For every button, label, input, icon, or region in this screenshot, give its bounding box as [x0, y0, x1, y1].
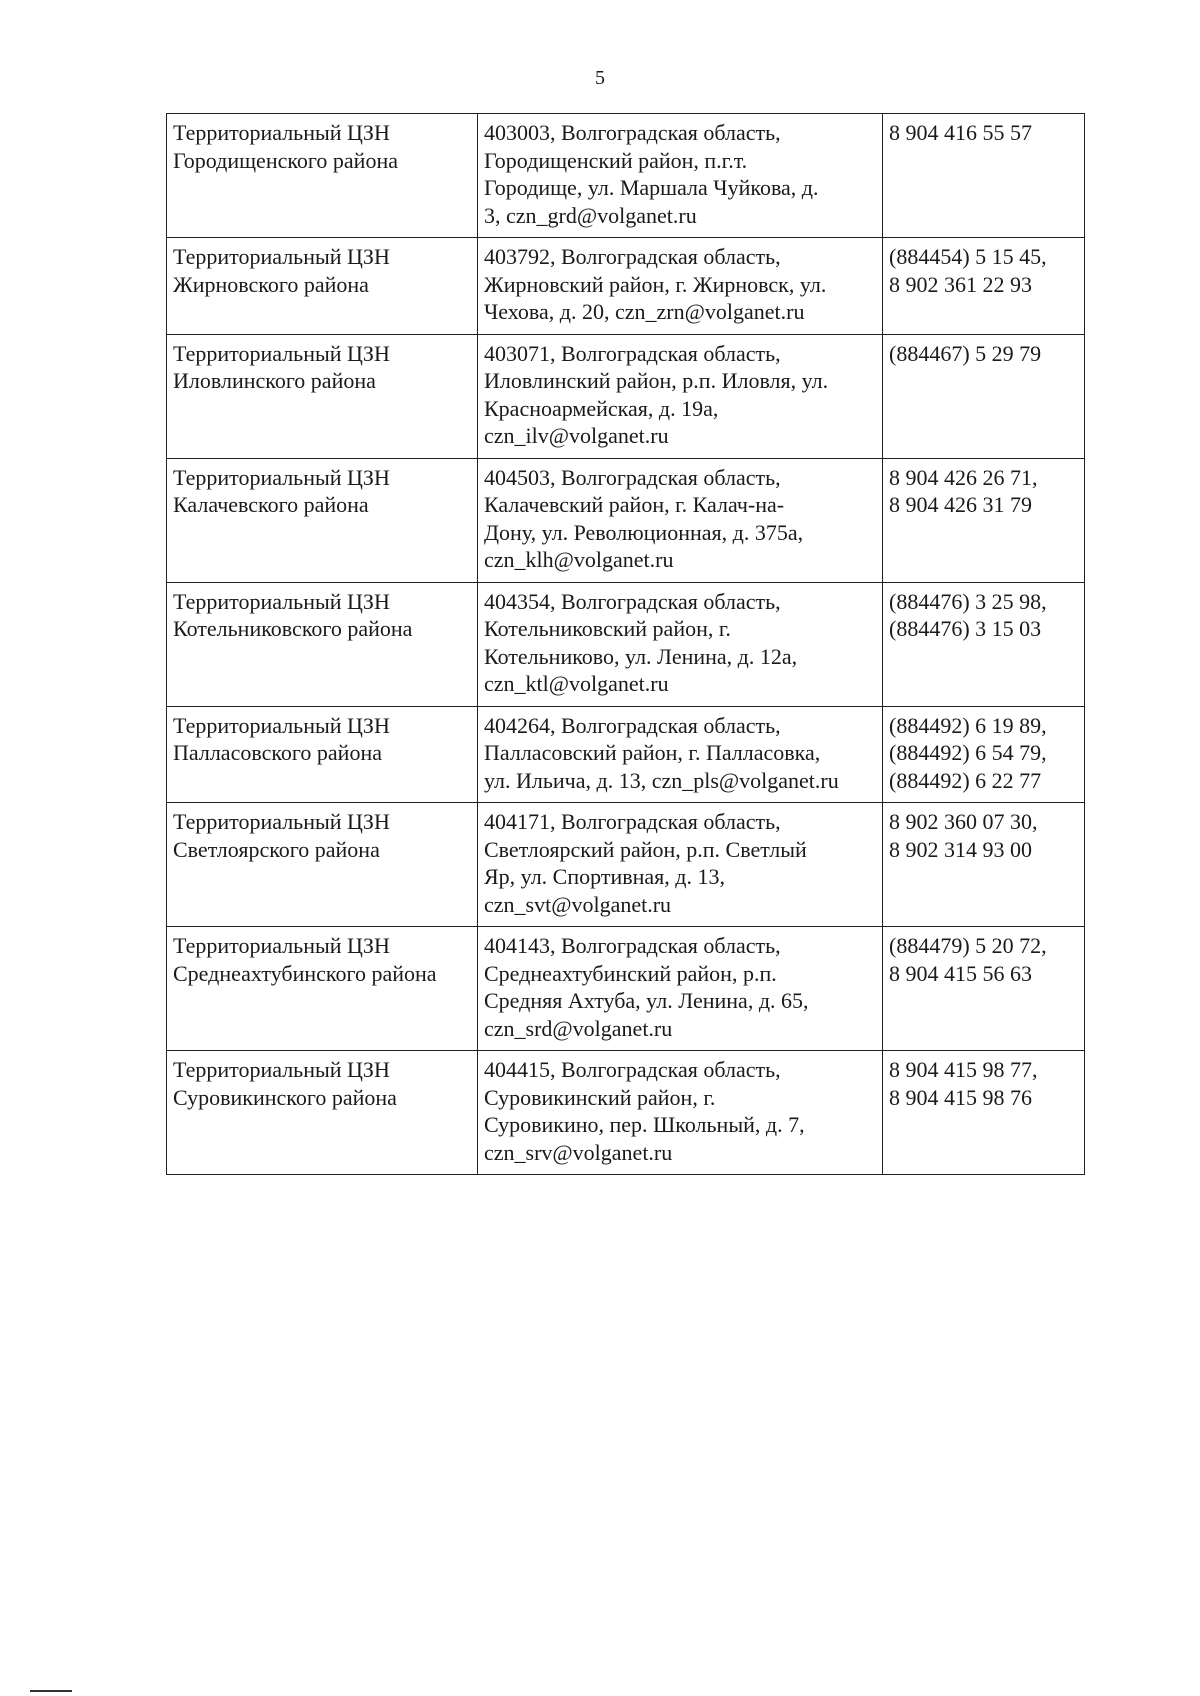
center-name-line: Территориальный ЦЗН [173, 933, 390, 958]
center-name-line: Территориальный ЦЗН [173, 1057, 390, 1082]
phone-line: 8 904 416 55 57 [889, 120, 1032, 145]
address-line: Светлоярский район, р.п. Светлый [484, 836, 807, 862]
center-name-line: Территориальный ЦЗН [173, 340, 390, 366]
phone-cell [883, 114, 1085, 238]
address-cell [478, 927, 883, 1051]
phone-line: 8 902 360 07 30, [889, 809, 1038, 834]
center-name-line: Котельниковского района [173, 616, 413, 641]
phone-cell [883, 706, 1085, 803]
center-name-cell [167, 334, 478, 458]
address-line: Иловлинский район, р.п. Иловля, ул. [484, 368, 829, 393]
center-name-line: Территориальный ЦЗН [173, 120, 390, 145]
address-cell [478, 238, 883, 335]
address-line: Суровикино, пер. Школьный, д. 7, [484, 1112, 805, 1137]
address-line: czn_ktl@volganet.ru [484, 671, 669, 696]
address-cell [478, 458, 883, 582]
center-name-line: Светлоярского района [173, 836, 380, 862]
address-line: Суровикинский район, г. [484, 1084, 716, 1110]
address-line: 3, czn_grd@volganet.ru [484, 202, 697, 228]
address-line: Котельниково, ул. Ленина, д. 12а, [484, 643, 798, 669]
address-cell [478, 706, 883, 803]
center-name-cell [167, 114, 478, 238]
address-cell [478, 1051, 883, 1175]
table-row [167, 1051, 1085, 1175]
address-cell [478, 582, 883, 706]
address-line: czn_klh@volganet.ru [484, 547, 674, 572]
address-line: 404415, Волгоградская область, [484, 1057, 781, 1082]
phone-cell [883, 334, 1085, 458]
footer-mark [30, 1690, 72, 1692]
phone-line: (884454) 5 15 45, [889, 244, 1047, 269]
address-line: 404264, Волгоградская область, [484, 712, 781, 738]
address-line: Дону, ул. Революционная, д. 375а, [484, 519, 804, 545]
address-line: czn_svt@volganet.ru [484, 891, 672, 917]
table-row [167, 238, 1085, 335]
center-name-line: Территориальный ЦЗН [173, 588, 390, 614]
address-line: 403003, Волгоградская область, [484, 120, 781, 145]
address-line: Среднеахтубинский район, р.п. [484, 960, 777, 986]
phone-line: (884476) 3 15 03 [889, 616, 1042, 641]
phone-cell [883, 803, 1085, 927]
table-body [167, 114, 1085, 1175]
phone-cell [883, 927, 1085, 1051]
address-line: Палласовский район, г. Палласовка, [484, 740, 821, 765]
phone-line: (884492) 6 19 89, [889, 712, 1047, 738]
center-name-line: Суровикинского района [173, 1084, 397, 1110]
center-name-cell [167, 238, 478, 335]
center-name-line: Территориальный ЦЗН [173, 712, 390, 738]
phone-line: (884467) 5 29 79 [889, 340, 1042, 366]
phone-line: (884492) 6 22 77 [889, 767, 1042, 793]
table-row [167, 458, 1085, 582]
center-name-line: Палласовского района [173, 740, 382, 765]
phone-line: 8 902 314 93 00 [889, 836, 1032, 862]
address-line: Красноармейская, д. 19а, [484, 395, 719, 421]
center-name-cell [167, 706, 478, 803]
address-line: 404503, Волгоградская область, [484, 464, 781, 490]
table-row [167, 927, 1085, 1051]
address-line: Городище, ул. Маршала Чуйкова, д. [484, 175, 819, 200]
table-row [167, 706, 1085, 803]
phone-cell [883, 458, 1085, 582]
table-row [167, 582, 1085, 706]
address-line: Средняя Ахтуба, ул. Ленина, д. 65, [484, 988, 809, 1013]
address-line: 403071, Волгоградская область, [484, 340, 781, 366]
phone-line: 8 904 426 31 79 [889, 492, 1032, 517]
center-name-line: Территориальный ЦЗН [173, 464, 390, 490]
phone-cell [883, 582, 1085, 706]
phone-line: 8 904 415 98 77, [889, 1057, 1038, 1082]
center-name-cell [167, 803, 478, 927]
address-line: Калачевский район, г. Калач-на- [484, 492, 785, 517]
phone-line: 8 904 426 26 71, [889, 464, 1038, 490]
address-line: Жирновский район, г. Жирновск, ул. [484, 271, 827, 297]
center-name-cell [167, 458, 478, 582]
page-number: 5 [595, 67, 605, 89]
table-row [167, 334, 1085, 458]
phone-line: 8 904 415 56 63 [889, 960, 1032, 986]
center-name-line: Территориальный ЦЗН [173, 809, 390, 834]
address-line: Чехова, д. 20, czn_zrn@volganet.ru [484, 299, 805, 324]
address-line: ул. Ильича, д. 13, czn_pls@volganet.ru [484, 767, 839, 793]
phone-line: (884479) 5 20 72, [889, 933, 1047, 958]
center-name-line: Иловлинского района [173, 368, 376, 393]
center-name-line: Калачевского района [173, 492, 369, 517]
address-line: Яр, ул. Спортивная, д. 13, [484, 864, 725, 889]
phone-line: 8 904 415 98 76 [889, 1084, 1032, 1110]
center-name-line: Территориальный ЦЗН [173, 244, 390, 269]
center-name-cell [167, 927, 478, 1051]
address-cell [478, 114, 883, 238]
phone-line: (884476) 3 25 98, [889, 588, 1047, 614]
phone-line: 8 902 361 22 93 [889, 271, 1032, 297]
center-name-line: Среднеахтубинского района [173, 960, 437, 986]
center-name-line: Городищенского района [173, 147, 398, 173]
table-row [167, 803, 1085, 927]
table-row [167, 114, 1085, 238]
address-line: 404354, Волгоградская область, [484, 588, 781, 614]
phone-cell [883, 238, 1085, 335]
center-name-line: Жирновского района [173, 271, 369, 297]
address-line: 404143, Волгоградская область, [484, 933, 781, 958]
address-line: Городищенский район, п.г.т. [484, 147, 748, 173]
address-line: czn_srd@volganet.ru [484, 1015, 673, 1041]
center-name-cell [167, 1051, 478, 1175]
address-line: czn_srv@volganet.ru [484, 1139, 673, 1165]
address-line: Котельниковский район, г. [484, 616, 731, 641]
phone-line: (884492) 6 54 79, [889, 740, 1047, 765]
address-line: 404171, Волгоградская область, [484, 809, 781, 834]
phone-cell [883, 1051, 1085, 1175]
employment-centers-table [166, 113, 1085, 1175]
center-name-cell [167, 582, 478, 706]
address-cell [478, 334, 883, 458]
address-cell [478, 803, 883, 927]
address-line: czn_ilv@volganet.ru [484, 423, 669, 448]
address-line: 403792, Волгоградская область, [484, 244, 781, 269]
